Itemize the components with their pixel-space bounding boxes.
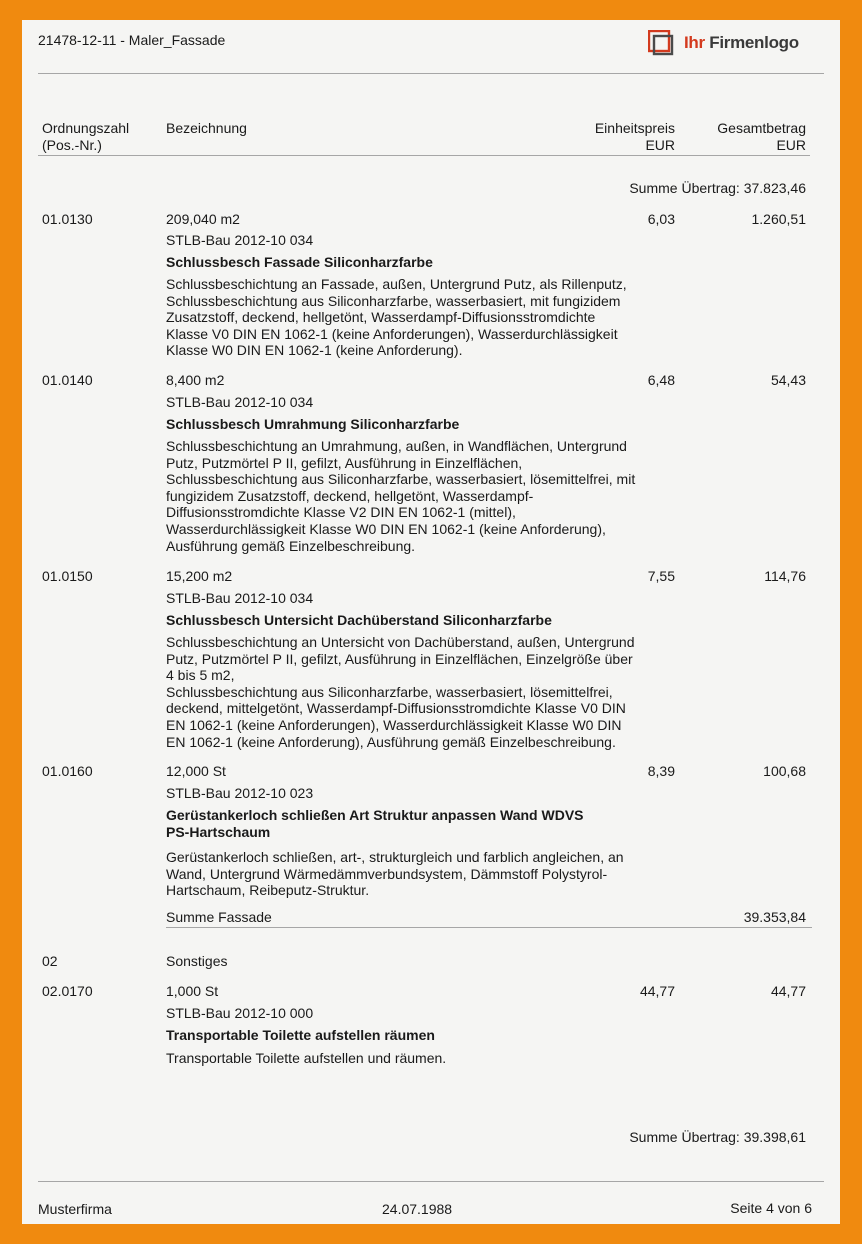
carry-out-sum: Summe Übertrag: 39.398,61	[629, 1129, 806, 1145]
sum-fassade-divider	[166, 927, 812, 928]
firm-logo-icon	[648, 30, 674, 56]
position-description: Schlussbeschichtung an Umrahmung, außen, in Wandflächen, Untergrund Putz, Putzmörtel P II, gefilzt, Ausführung in Einzelflächen, Schlussbeschichtung aus Siliconharzfarbe, wasserbasiert, lösemittelfrei, mit fungizidem Zusatzstoff, deckend, hellgetönt, Wasserdampf- Diffusionsstromdichte Klasse V2 DIN EN 1062-1 (mittel), Wasserdurchlässigkeit Klasse W0 DIN EN 1062-1 (keine Anforderung), Ausführung gemäß Einzelbeschreibung.	[166, 438, 636, 554]
position-total: 100,68	[763, 763, 806, 779]
col-header-gesamtbetrag	[717, 120, 806, 154]
position-description: Gerüstankerloch schließen, art-, strukturgleich und farblich angleichen, an Wand, Untergrund Wärmedämmverbundsystem, Dämmstoff Polystyrol- Hartschaum, Reibeputz-Struktur.	[166, 849, 624, 899]
position-total: 44,77	[770, 983, 806, 999]
group-oz: 02	[42, 953, 58, 969]
firm-logo-text	[684, 33, 799, 53]
position-qty: 15,200 m2	[166, 568, 233, 584]
position-unit-price: 6,48	[647, 372, 675, 388]
position-stlb: STLB-Bau 2012-10 023	[166, 785, 314, 801]
col-header-gb-line1: Gesamtbetrag	[717, 120, 806, 136]
footer-divider	[38, 1181, 824, 1182]
position-qty: 12,000 St	[166, 763, 226, 779]
position-oz: 02.0170	[42, 983, 93, 999]
position-stlb: STLB-Bau 2012-10 034	[166, 232, 314, 248]
position-stlb: STLB-Bau 2012-10 034	[166, 590, 314, 606]
footer-date: 24.07.1988	[382, 1201, 453, 1217]
document-title: 21478-12-11 - Maler_Fassade	[38, 32, 226, 48]
position-unit-price: 7,55	[647, 568, 675, 584]
carry-in-sum: Summe Übertrag: 37.823,46	[629, 180, 806, 196]
position-title: Schlussbesch Umrahmung Siliconharzfarbe	[166, 416, 460, 432]
col-header-oz-line2: (Pos.-Nr.)	[42, 137, 102, 153]
firm-logo-prefix: Ihr	[684, 33, 705, 52]
col-header-ep-line1: Einheitspreis	[594, 120, 675, 136]
sum-fassade-label: Summe Fassade	[166, 909, 272, 925]
position-unit-price: 44,77	[639, 983, 675, 999]
position-description: Schlussbeschichtung an Fassade, außen, Untergrund Putz, als Rillenputz, Schlussbeschichtung aus Siliconharzfarbe, wasserbasiert, mit fungizidem Zusatzstoff, deckend, hellgetönt, Wasserdampf-Diffusionsstromdichte Klasse V0 DIN EN 1062-1 (keine Anforderungen), Wasserdurchlässigkeit Klasse W0 DIN EN 1062-1 (keine Anforderung).	[166, 276, 627, 359]
position-title: Gerüstankerloch schließen Art Struktur anpassen Wand WDVS PS-Hartschaum	[166, 807, 584, 840]
position-oz: 01.0150	[42, 568, 93, 584]
col-header-oz-line1: Ordnungszahl	[42, 120, 130, 136]
position-oz: 01.0160	[42, 763, 93, 779]
group-label: Sonstiges	[166, 953, 228, 969]
col-header-einheitspreis	[595, 120, 675, 154]
position-qty: 209,040 m2	[166, 211, 240, 227]
position-oz: 01.0140	[42, 372, 93, 388]
position-total: 54,43	[770, 372, 806, 388]
col-header-oz	[42, 120, 129, 154]
position-total: 114,76	[764, 568, 806, 584]
position-unit-price: 6,03	[647, 211, 675, 227]
sum-fassade-value: 39.353,84	[743, 909, 806, 925]
position-title: Transportable Toilette aufstellen räumen	[166, 1027, 435, 1043]
position-qty: 1,000 St	[166, 983, 219, 999]
position-stlb: STLB-Bau 2012-10 034	[166, 394, 314, 410]
position-qty: 8,400 m2	[166, 372, 225, 388]
column-header-divider	[38, 155, 810, 156]
footer-company: Musterfirma	[38, 1201, 112, 1217]
position-unit-price: 8,39	[647, 763, 675, 779]
position-title: Schlussbesch Fassade Siliconharzfarbe	[166, 254, 433, 270]
position-description: Schlussbeschichtung an Untersicht von Dachüberstand, außen, Untergrund Putz, Putzmörtel P II, gefilzt, Ausführung in Einzelflächen, Einzelgröße über 4 bis 5 m2, Schlussbeschichtung aus Siliconharzfarbe, wasserbasiert, lösemittelfrei, deckend, mittelgetönt, Wasserdampf-Diffusionsstromdichte Klasse V0 DIN EN 1062-1 (keine Anforderungen), Wasserdurchlässigkeit Klasse W0 DIN EN 1062-1 (keine Anforderung), Ausführung gemäß Einzelbeschreibung.	[166, 634, 635, 750]
document-page	[22, 20, 840, 1224]
header-divider	[38, 73, 824, 74]
col-header-ep-line2: EUR	[645, 137, 675, 153]
firm-logo-name: Firmenlogo	[709, 33, 799, 52]
position-stlb: STLB-Bau 2012-10 000	[166, 1005, 314, 1021]
position-oz: 01.0130	[42, 211, 93, 227]
col-header-gb-line2: EUR	[776, 137, 806, 153]
position-title: Schlussbesch Untersicht Dachüberstand Siliconharzfarbe	[166, 612, 552, 628]
footer-page-number: Seite 4 von 6	[730, 1200, 812, 1216]
position-description: Transportable Toilette aufstellen und räumen.	[166, 1050, 447, 1066]
col-header-bezeichnung: Bezeichnung	[166, 120, 247, 136]
position-total: 1.260,51	[751, 211, 806, 227]
